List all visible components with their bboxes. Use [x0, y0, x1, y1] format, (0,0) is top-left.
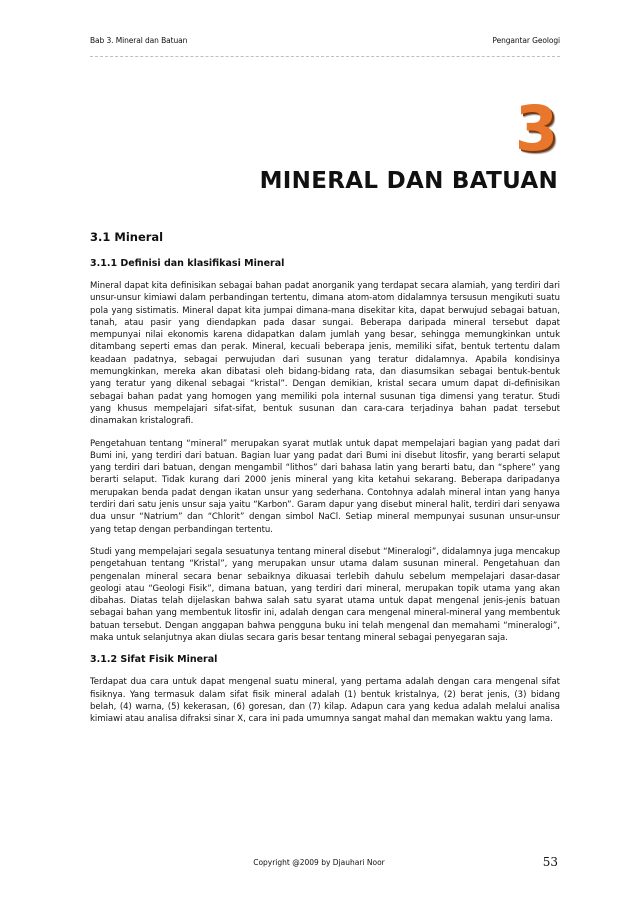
- header-divider: [90, 56, 560, 57]
- chapter-number: 3: [514, 92, 558, 165]
- page-number: 53: [542, 855, 558, 869]
- paragraph: Pengetahuan tentang “mineral” merupakan syarat mutlak untuk dapat mempelajari bagian yang padat dari Bumi ini, yang terdiri dari batuan. Bagian luar yang padat dari Bumi ini disebut litosfir, yang berarti selaput yang terdiri dari batuan, dengan mengambil “lithos” dari bahasa latin yang berarti batu, dan “sphere” yang berarti selaput. Tidak kurang dari 2000 jenis mineral yang kita ketahui sekarang. Beberapa daripadanya merupakan benda padat dengan ikatan unsur yang sederhana. Contohnya adalah mineral intan yang hanya terdiri dari satu jenis unsur saja yaitu “Karbon”. Garam dapur yang disebut mineral halit, terdiri dari senyawa dua unsur “Natrium” dan “Chlorit” dengan simbol NaCl. Setiap mineral mempunyai susunan unsur-unsur yang tetap dengan perbandingan tertentu.: [90, 438, 560, 535]
- header-book-title: Pengantar Geologi: [492, 36, 560, 45]
- paragraph: Terdapat dua cara untuk dapat mengenal suatu mineral, yang pertama adalah dengan cara mengenal sifat fisiknya. Yang termasuk dalam sifat fisik mineral adalah (1) bentuk kristalnya, (2) berat jenis, (3) bidang belah, (4) warna, (5) kekerasan, (6) goresan, dan (7) kilap. Adapun cara yang kedua adalah melalui analisa kimiawi atau analisa difraksi sinar X, cara ini pada umumnya sangat mahal dan memakan waktu yang lama.: [90, 677, 560, 725]
- paragraph: Mineral dapat kita definisikan sebagai bahan padat anorganik yang terdapat secara alamiah, yang terdiri dari unsur-unsur kimiawi dalam perbandingan tertentu, dimana atom-atom didalamnya tersusun mengikuti suatu pola yang sistimatis. Mineral dapat kita jumpai dimana-mana disekitar kita, dapat berwujud sebagai batuan, tanah, atau pasir yang diendapkan pada dasar sungai. Beberapa daripada mineral tersebut dapat mempunyai nilai ekonomis karena didapatkan dalam jumlah yang besar, sehingga memungkinkan untuk ditambang seperti emas dan perak. Mineral, kecuali beberapa jenis, memiliki sifat, bentuk tertentu dalam keadaan padatnya, sebagai perwujudan dari susunan yang teratur didalamnya. Apabila kondisinya memungkinkan, mereka akan dibatasi oleh bidang-bidang rata, dan diasumsikan sebagai bentuk-bentuk yang teratur yang dikenal sebagai “kristal”. Dengan demikian, kristal secara umum dapat di-definisikan sebagai bahan padat yang homogen yang memiliki pola internal susunan tiga dimensi yang teratur. Studi yang khusus mempelajari sifat-sifat, bentuk susunan dan cara-cara terjadinya bahan padat tersebut dinamakan kristalografi.: [90, 281, 560, 427]
- section-heading: 3.1 Mineral: [90, 230, 164, 244]
- main-content: [90, 230, 560, 736]
- header-chapter-label: Bab 3. Mineral dan Batuan: [90, 36, 188, 45]
- chapter-title: MINERAL DAN BATUAN: [259, 168, 558, 194]
- paragraph: Studi yang mempelajari segala sesuatunya tentang mineral disebut “Mineralogi”, didalamnya juga mencakup pengetahuan tentang “Kristal”, yang merupakan unsur utama dalam susunan mineral. Pengetahuan dan pengenalan mineral secara benar sebaiknya dikuasai terlebih dahulu sebelum mempelajari dasar-dasar geologi atau “Geologi Fisik”, dimana batuan, yang terdiri dari mineral, merupakan topik utama yang akan dibahas. Diatas telah dijelaskan bahwa salah satu syarat utama untuk dapat mengenal jenis-jenis batuan sebagai bahan yang membentuk litosfir ini, adalah dengan cara mengenal mineral-mineral yang membentuk batuan tersebut. Dengan anggapan bahwa pengguna buku ini telah mengenal dan memahami “mineralogi”, maka untuk selanjutnya akan diulas secara garis besar tentang mineral sebagai penyegaran saja.: [90, 546, 560, 644]
- subsection-heading-definition: 3.1.1 Definisi dan klasifikasi Mineral: [90, 258, 285, 269]
- copyright-notice: Copyright @2009 by Djauhari Noor: [253, 858, 385, 867]
- subsection-heading-physical-properties: 3.1.2 Sifat Fisik Mineral: [90, 654, 218, 666]
- running-header: [90, 36, 560, 45]
